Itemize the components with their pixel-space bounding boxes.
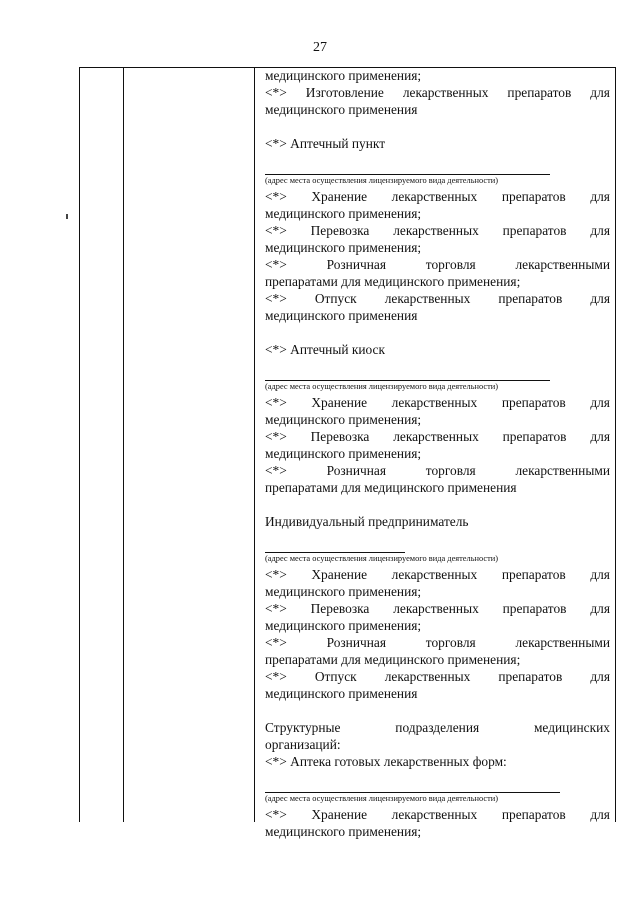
text-line: препаратами для медицинского применения;: [265, 652, 521, 667]
column-divider: [254, 68, 255, 822]
section-heading-pharmacy-point: <*> Аптечный пункт: [265, 136, 386, 151]
text-line: медицинского применения;: [265, 584, 422, 599]
text-line: медицинского применения: [265, 102, 418, 117]
text-line-justified: <*> Хранение лекарственных препаратов для: [265, 189, 610, 204]
activity-cell: [265, 67, 610, 840]
section-heading-ready-forms-pharmacy: <*> Аптека готовых лекарственных форм:: [265, 754, 507, 769]
section-heading-individual-entrepreneur: Индивидуальный предприниматель: [265, 514, 469, 529]
section-heading-pharmacy-kiosk: <*> Аптечный киоск: [265, 342, 386, 357]
text-line: медицинского применения: [265, 308, 418, 323]
text-line-justified: <*> Изготовление лекарственных препаратов для: [265, 85, 610, 100]
section-heading-medical-organizations: Структурные подразделения медицинских: [265, 720, 610, 735]
text-line: медицинского применения;: [265, 68, 422, 83]
address-caption: (адрес места осуществления лицензируемого вида деятельности): [265, 382, 499, 391]
address-caption: (адрес места осуществления лицензируемого вида деятельности): [265, 554, 499, 563]
address-blank-line: [265, 779, 560, 793]
text-line-justified: <*> Розничная торговля лекарственными: [265, 463, 610, 478]
text-line-justified: <*> Хранение лекарственных препаратов для: [265, 395, 610, 410]
address-blank-line: [265, 161, 550, 175]
text-line: организаций:: [265, 737, 341, 752]
text-line-justified: <*> Отпуск лекарственных препаратов для: [265, 669, 610, 684]
text-line-justified: <*> Хранение лекарственных препаратов для: [265, 807, 610, 822]
page-number: 27: [313, 40, 327, 55]
text-line-justified: <*> Перевозка лекарственных препаратов для: [265, 223, 610, 238]
text-line-justified: <*> Перевозка лекарственных препаратов для: [265, 601, 610, 616]
text-line: медицинского применения;: [265, 206, 422, 221]
address-blank-line: [265, 367, 550, 381]
address-blank-line: [265, 539, 405, 553]
text-line-justified: <*> Хранение лекарственных препаратов для: [265, 567, 610, 582]
scan-mark: [66, 214, 68, 219]
address-caption: (адрес места осуществления лицензируемого вида деятельности): [265, 176, 499, 185]
text-line: медицинского применения;: [265, 412, 422, 427]
text-line: медицинского применения;: [265, 240, 422, 255]
address-caption: (адрес места осуществления лицензируемого вида деятельности): [265, 794, 499, 803]
text-line: препаратами для медицинского применения;: [265, 274, 521, 289]
text-line: медицинского применения;: [265, 446, 422, 461]
text-line: медицинского применения;: [265, 618, 422, 633]
text-line-justified: <*> Отпуск лекарственных препаратов для: [265, 291, 610, 306]
form-table: [79, 67, 616, 839]
text-line-justified: <*> Розничная торговля лекарственными: [265, 635, 610, 650]
text-line: препаратами для медицинского применения: [265, 480, 517, 495]
text-line: медицинского применения: [265, 686, 418, 701]
text-line-justified: <*> Перевозка лекарственных препаратов для: [265, 429, 610, 444]
column-divider: [123, 68, 124, 822]
text-line: медицинского применения;: [265, 824, 422, 839]
text-line-justified: <*> Розничная торговля лекарственными: [265, 257, 610, 272]
